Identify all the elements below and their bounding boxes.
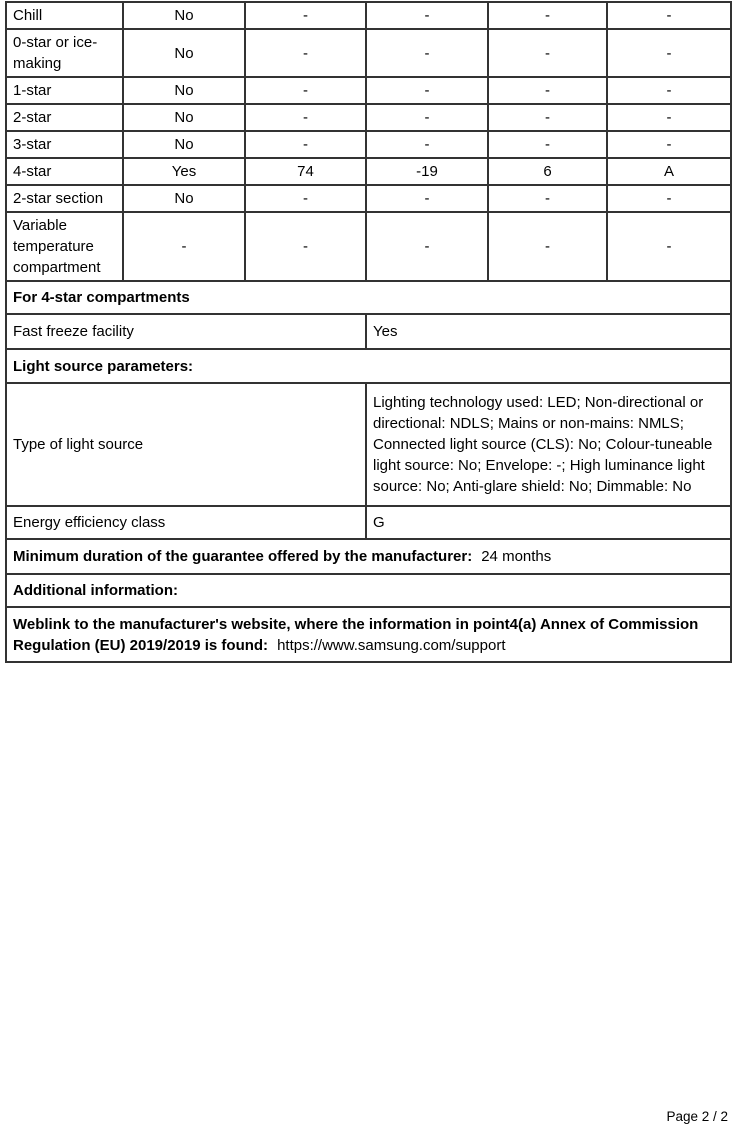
cell-value: -19 <box>366 158 488 185</box>
cell-value: - <box>366 77 488 104</box>
cell-value: - <box>607 185 731 212</box>
cell-value: 6 <box>488 158 607 185</box>
cell-value: - <box>488 2 607 29</box>
section-header-4star-compartments: For 4-star compartments <box>6 281 731 314</box>
row-label-energy-class: Energy efficiency class <box>6 506 366 539</box>
cell-value: A <box>607 158 731 185</box>
cell-value: - <box>245 2 366 29</box>
cell-value: - <box>123 212 245 281</box>
table-row <box>6 212 731 281</box>
cell-value: - <box>607 131 731 158</box>
row-guarantee <box>6 539 731 574</box>
cell-value: No <box>123 185 245 212</box>
guarantee-value: 24 months <box>481 548 552 565</box>
cell-value: - <box>607 77 731 104</box>
guarantee-label: Minimum duration of the guarantee offered by the manufacturer: <box>13 548 473 565</box>
page-number: Page 2 / 2 <box>666 1109 728 1124</box>
cell-value: - <box>366 212 488 281</box>
table-row <box>6 131 731 158</box>
section-header-additional-info: Additional information: <box>6 574 731 607</box>
table-row <box>6 383 731 506</box>
cell-value: Yes <box>123 158 245 185</box>
table-row <box>6 506 731 539</box>
row-label: Chill <box>6 2 123 29</box>
row-label-fast-freeze: Fast freeze facility <box>6 314 366 349</box>
cell-value: - <box>245 77 366 104</box>
cell-value: - <box>245 212 366 281</box>
cell-value: - <box>366 185 488 212</box>
row-label: 0-star or ice-making <box>6 29 123 77</box>
cell-value: No <box>123 29 245 77</box>
cell-value: No <box>123 77 245 104</box>
cell-value: - <box>488 185 607 212</box>
section-row <box>6 349 731 383</box>
section-row <box>6 574 731 607</box>
cell-value-fast-freeze: Yes <box>366 314 731 349</box>
row-weblink <box>6 607 731 662</box>
cell-value: - <box>366 131 488 158</box>
weblink-label: Weblink to the manufacturer's website, where the information in point4(a) Annex of Commission Regulation (EU) 2019/2019 is found: <box>13 615 699 654</box>
section-header-light-source: Light source parameters: <box>6 349 731 383</box>
row-label-light-source-type: Type of light source <box>6 383 366 506</box>
table-row <box>6 77 731 104</box>
row-label: 4-star <box>6 158 123 185</box>
section-row <box>6 281 731 314</box>
table-row <box>6 314 731 349</box>
cell-value: - <box>488 212 607 281</box>
cell-value: - <box>366 2 488 29</box>
cell-value: - <box>607 212 731 281</box>
row-label: 3-star <box>6 131 123 158</box>
table-row <box>6 104 731 131</box>
cell-value: - <box>488 29 607 77</box>
table-row <box>6 607 731 662</box>
cell-value: - <box>245 185 366 212</box>
cell-value: No <box>123 131 245 158</box>
cell-value: - <box>245 104 366 131</box>
table-row <box>6 29 731 77</box>
cell-value: - <box>366 29 488 77</box>
cell-value-light-source-type: Lighting technology used: LED; Non-directional or directional: NDLS; Mains or non-mains: NMLS; Connected light source (CLS): No; Colour-tuneable light source: No; Envelope: -; High luminance light source: No; Anti-glare shield: No; Dimmable: No <box>366 383 731 506</box>
row-label: 1-star <box>6 77 123 104</box>
table-row <box>6 2 731 29</box>
table-row <box>6 539 731 574</box>
cell-value: - <box>607 29 731 77</box>
row-label: 2-star section <box>6 185 123 212</box>
cell-value: - <box>607 104 731 131</box>
table-row <box>6 185 731 212</box>
cell-value: - <box>488 104 607 131</box>
cell-value: - <box>488 131 607 158</box>
cell-value-energy-class: G <box>366 506 731 539</box>
cell-value: - <box>245 29 366 77</box>
cell-value: No <box>123 104 245 131</box>
cell-value: - <box>366 104 488 131</box>
cell-value: - <box>245 131 366 158</box>
table-row <box>6 158 731 185</box>
weblink-url[interactable]: https://www.samsung.com/support <box>277 636 506 654</box>
row-label: Variable temperature compartment <box>6 212 123 281</box>
product-fiche-table <box>5 1 732 663</box>
row-label: 2-star <box>6 104 123 131</box>
cell-value: - <box>607 2 731 29</box>
cell-value: 74 <box>245 158 366 185</box>
cell-value: - <box>488 77 607 104</box>
cell-value: No <box>123 2 245 29</box>
